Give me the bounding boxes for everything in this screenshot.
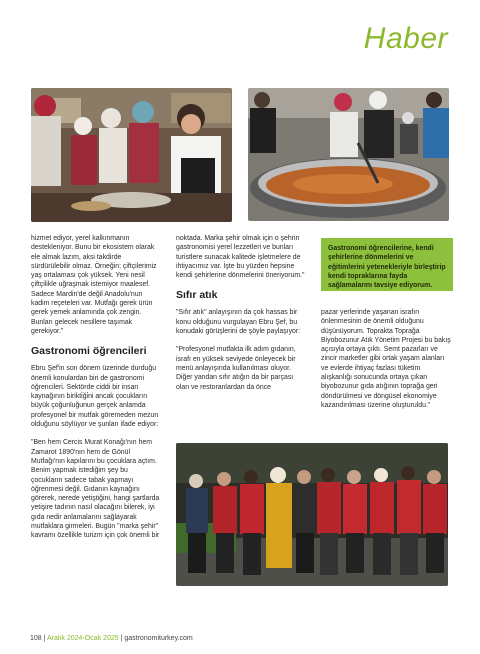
paragraph: "Profesyonel mutfakta ilk adım gıdanın, israfı en yüksek seviyede önleyecek bir menü anlayışında kullanılması oluyor. Diğer yandan sıfır atığın da bir parçası olan ve restoranlardan da önce xyxy=(176,346,296,391)
photo-kitchen-women xyxy=(31,88,232,222)
paragraph: pazar yerlerinde yaşanan israfın önlenmesinin de önemli olduğunu düşünüyorum. Toprakta Toprağa Biyobozunur Atık Yönetim Projesi bu bakış açısıyla ortaya çıktı. Semt pazarları ve zincir marketler gibi ortak yaşam alanları ve evlerde ihtiyaç fazlası tüketim alışkanlığı sonucunda ortaya çıkan biyobozunur gıda atığının toprağa geri döndürülmesi ve döngüsel ekonomiye kazandırılması üzerine oluşturuldu." xyxy=(321,309,451,409)
column-3 xyxy=(321,308,453,419)
paragraph: "Sıfır atık" anlayışının da çok hassas bir konu olduğunu vurgulayan Ebru Şef, bu konudaki görüşlerini de şöyle paylaşıyor: xyxy=(176,309,301,336)
paragraph: hizmet ediyor, yerel kalkınmanın destekleniyor. Bunu bir ekosistem olarak ele almak lazım, aksi takdirde sürdürülebilir olmaz. Örneğin; çiftçilerimiz yaş ortalaması çok yüksek. Yeni nesil çiftçilikle uğraşmak istemiyor maalesef. Sadece Mardin'de değil Anadolu'nun kadim reçeteleri var. Mutfağı gerek ürün gerek yemek anlamında çok zengin. Bunları gelecek nesillere taşımak gerekiyor." xyxy=(31,235,157,335)
section-title: Haber xyxy=(363,22,448,55)
photo-group-volunteers xyxy=(176,443,448,586)
column-2 xyxy=(176,234,307,401)
paragraph: Ebru Şef'in son dönem üzerinde durduğu önemli konulardan biri de gastronomi öğrencileri. Sektörde ciddi bir insan kaynağının birikti̇ği̇ni ancak çocukların büyük çoğunluğunun gerçek anlamda profesyonel bir mutfak göremeden mezun olduğunu söylüyor ve şunları ifade ediyor: xyxy=(31,365,159,429)
section-heading: Gastronomi öğrencileri xyxy=(31,345,147,358)
footer-separator: | xyxy=(43,635,46,642)
paragraph: "Ben hem Cercis Murat Konağı'nın hem Zamarot 1890'nın hem de Gönül Mutfağı'nın kapılarını bu çocuklara açtım. Benim yapmak istediğim şey bu çocukların sadece tabak yapmayı öğrenmesi değil. Gıdanın kaynağını görerek, nerede yetiştiğini, hangi şartlarda yetişire tadının nasıl olacağını bilerek, iyi gıda nedir anlamalarını sağlayarak mutfaklara girmeleri. Bugün "marka şehir" kavramı özellikle turizm için çok önemli bir xyxy=(31,439,160,540)
page-footer xyxy=(30,635,193,642)
section-heading: Sıfır atık xyxy=(176,289,218,302)
website-link[interactable]: gastronomiturkey.com xyxy=(124,635,193,642)
paragraph: noktada. Marka şehir olmak için o şehrin gastronomisi yerel lezzetleri ve bunları turistlere sunacak kalitede işletmelere de ihtiyacımız var. İşte bu yüzden hepsine kendi şehirlerine dönmelerini öneriyorum." xyxy=(176,235,305,280)
column-1 xyxy=(31,234,161,550)
footer-separator: | xyxy=(120,635,123,642)
page-number: 108 xyxy=(30,635,42,642)
pull-quote: Gastronomi öğrencilerine, kendi şehirlerine dönmelerini ve eğitimlerini yetenekleriyle birleştirip kendi topraklarına fayda sağlamalarını tavsiye ediyorum. xyxy=(321,238,453,291)
issue-date: Aralık 2024-Ocak 2025 xyxy=(47,635,119,642)
photo-large-pot xyxy=(248,88,449,221)
